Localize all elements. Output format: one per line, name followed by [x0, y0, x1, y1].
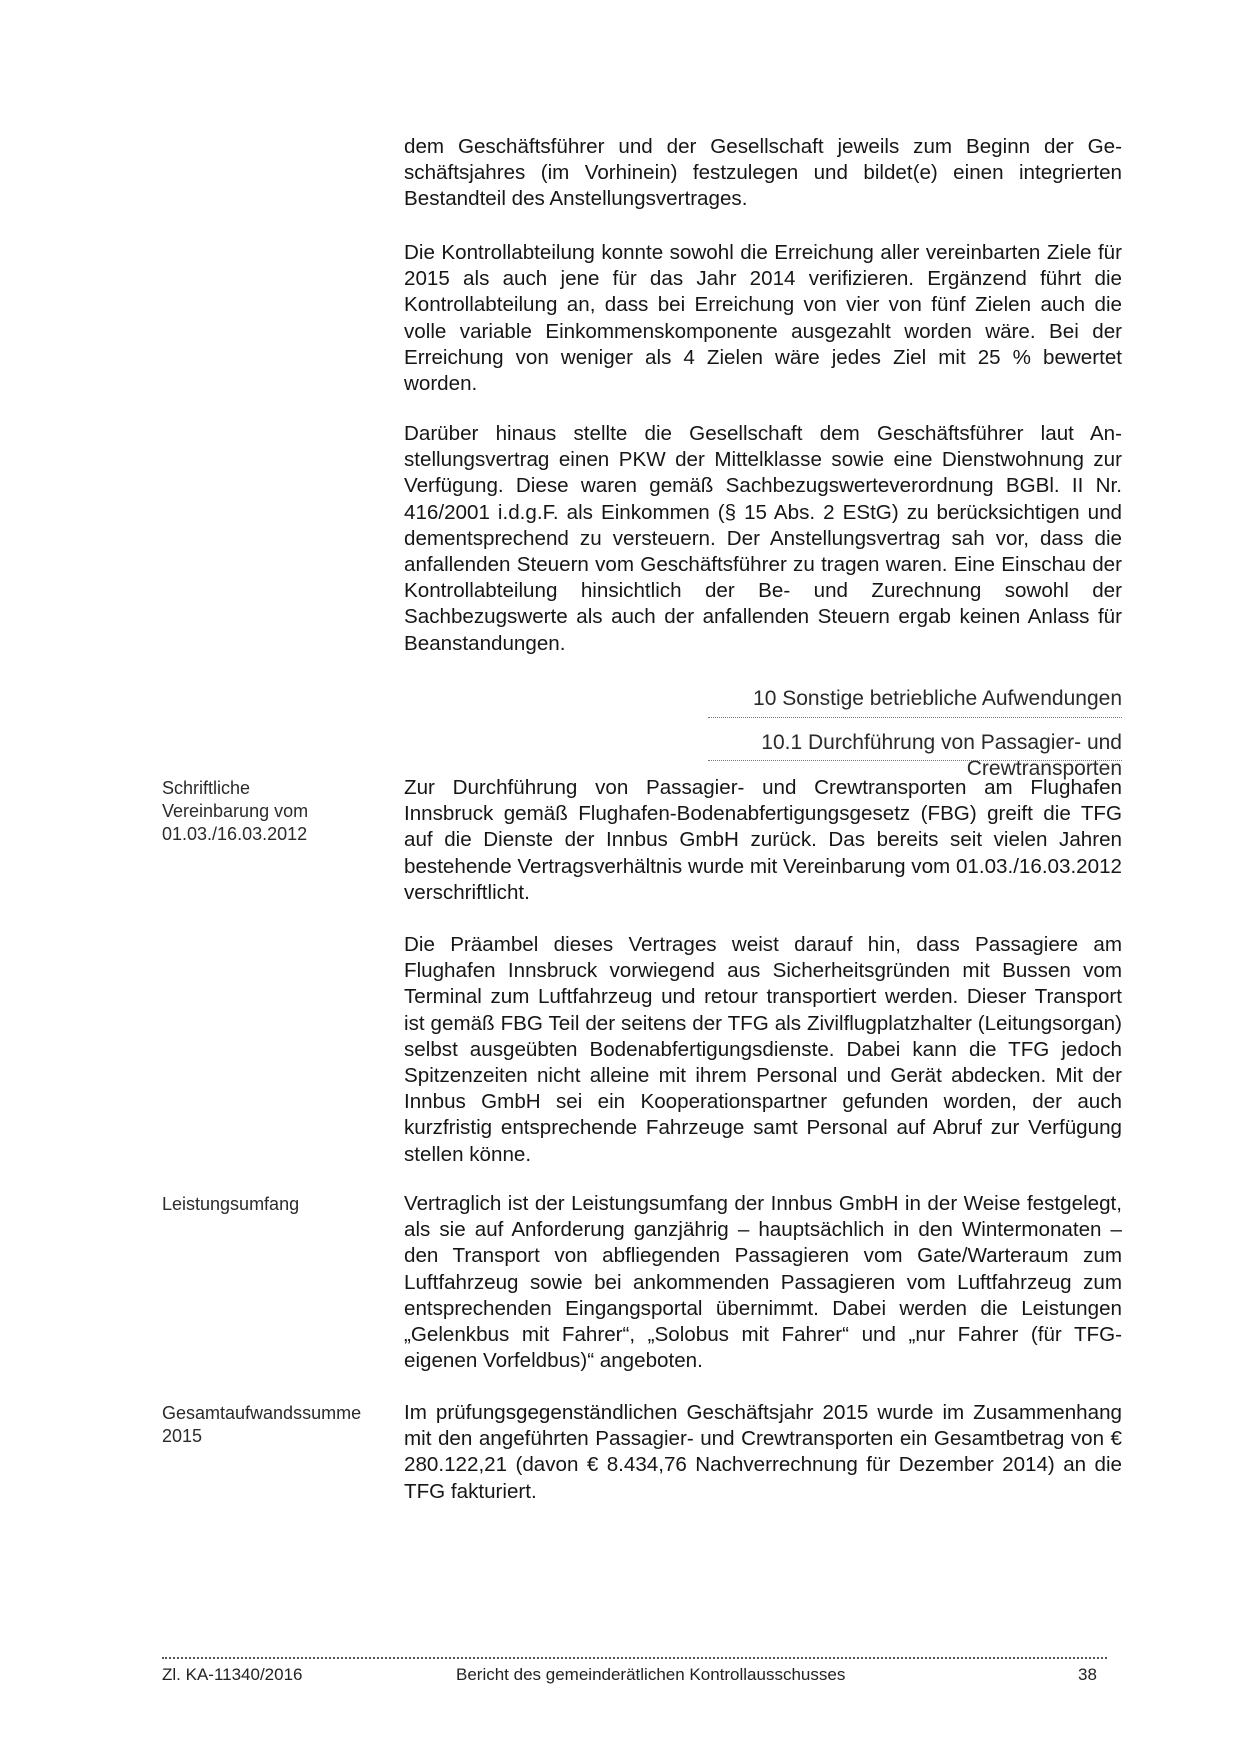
paragraph-target-verification	[404, 240, 1122, 397]
paragraph-text: Die Präambel dieses Vertrages weist darauf hin, dass Passagiere am Flughafen Innsbruck vorwiegend aus Sicherheitsgründen mit Bussen vom Terminal zum Luftfahrzeug und retour transportiert werden. Dieser Transport ist gemäß FBG Teil der seitens der TFG als Zivilflugplatzhalter (Leitungsorgan) selbst ausgeübten Bodenabfertigungsdienste. Dabei kann die TFG jedoch Spitzenzeiten nicht alleine mit ihrem Personal und Gerät abdecken. Mit der Innbus GmbH sei ein Kooperationspartner gefunden worden, der auch kurzfristig entsprechende Fahrzeuge samt Personal auf Abruf zur Verfügung stellen könne.	[404, 933, 1122, 1166]
paragraph-transport-services	[404, 775, 1122, 906]
paragraph-text: Die Kontrollabteilung konnte sowohl die Erreichung aller vereinbarten Ziele für 2015 als auch jene für das Jahr 2014 verifizieren. Ergänzend führt die Kontrollabteilung an, dass bei Erreichung von vier von fünf Zielen auch die volle variable Einkommenskomponente ausgezahlt worden wäre. Bei der Erreichung von weniger als 4 Zielen wäre jedes Ziel mit 25 % bewertet worden.	[404, 241, 1122, 396]
paragraph-benefits-in-kind	[404, 421, 1122, 657]
paragraph-text: Im prüfungsgegenständlichen Geschäftsjahr 2015 wurde im Zusammenhang mit den angeführten Passagier- und Crewtransporten ein Gesamtbetrag von € 280.122,21 (davon € 8.434,76 Nachverrechnung für Dezember 2014) an die TFG fakturiert.	[404, 1401, 1122, 1503]
section-heading-10-1: 10.1 Durchführung von Passagier- und Crewtransporten	[761, 731, 1122, 780]
page-number: 38	[1078, 1665, 1097, 1684]
paragraph-target-agreement	[404, 134, 1122, 213]
section-heading-10: 10 Sonstige betriebliche Aufwendungen	[753, 687, 1122, 710]
paragraph-text: Darüber hinaus stellte die Gesellschaft dem Geschäftsführer laut Anstellungsvertrag einen PKW der Mittelklasse sowie eine Dienstwohnung zur Verfügung. Diese waren gemäß Sachbezugswerteverordnung BGBl. II Nr. 416/2001 i.d.g.F. als Einkommen (§ 15 Abs. 2 EStG) zu berücksichtigen und dementsprechend zu versteuern. Der Anstellungsvertrag sah vor, dass die anfallenden Steuern vom Geschäftsführer zu tragen waren. Eine Einschau der Kontrollabteilung hinsichtlich der Be- und Zurechnung sowohl der Sachbezugswerte als auch der anfallenden Steuern ergab keinen Anlass für Beanstandungen.	[404, 422, 1122, 655]
margin-note-written-agreement: Schriftliche Vereinbarung vom 01.03./16.03.2012	[162, 778, 309, 844]
margin-note-total-expense: Gesamtaufwandssumme 2015	[162, 1403, 362, 1446]
paragraph-text: dem Geschäftsführer und der Gesellschaft jeweils zum Beginn der Geschäftsjahres (im Vorhinein) festzulegen und bildet(e) einen integrierten Bestandteil des Anstellungsvertrages.	[404, 135, 1122, 211]
footer-reference: Zl. KA-11340/2016	[162, 1665, 303, 1684]
paragraph-preamble	[404, 932, 1122, 1168]
margin-note-scope: Leistungsumfang	[162, 1194, 300, 1214]
paragraph-scope-of-services	[404, 1191, 1122, 1374]
paragraph-text: Zur Durchführung von Passagier- und Crewtransporten am Flughafen Innsbruck gemäß Flughafen-Bodenabfertigungsgesetz (FBG) greift die TFG auf die Dienste der Innbus GmbH zurück. Das bereits seit vielen Jahren bestehende Vertragsverhältnis wurde mit Vereinbarung vom 01.03./16.03.2012 verschriftlicht.	[404, 776, 1122, 904]
footer-title: Bericht des gemeinderätlichen Kontrollausschusses	[456, 1665, 846, 1684]
heading-divider	[708, 760, 1122, 761]
footer-divider	[162, 1657, 1107, 1659]
heading-divider	[708, 717, 1122, 718]
paragraph-text: Vertraglich ist der Leistungsumfang der Innbus GmbH in der Weise festgelegt, als sie auf Anforderung ganzjährig – hauptsächlich in den Wintermonaten – den Transport von abfliegenden Passagieren vom Gate/Warteraum zum Luftfahrzeug sowie bei ankommenden Passagieren vom Luftfahrzeug zum entsprechenden Eingangsportal übernimmt. Dabei werden die Leistungen „Gelenkbus mit Fahrer“, „Solobus mit Fahrer“ und „nur Fahrer (für TFG-eigenen Vorfeldbus)“ angeboten.	[404, 1192, 1122, 1373]
paragraph-total-amount	[404, 1400, 1122, 1505]
